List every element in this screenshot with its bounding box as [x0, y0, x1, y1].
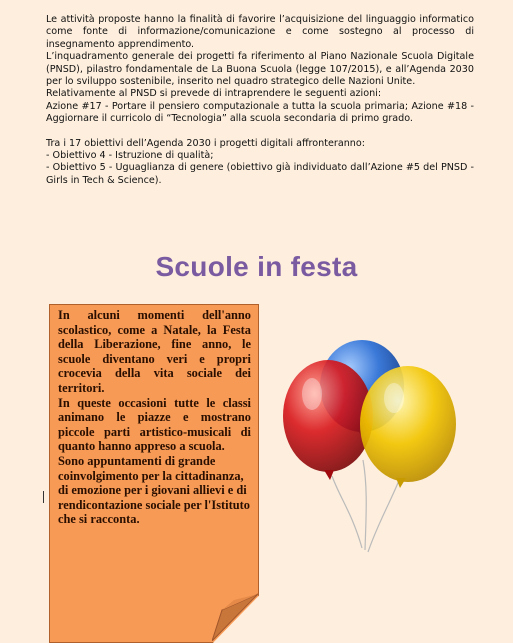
section-title: Scuole in festa [155, 251, 358, 282]
text-cursor [43, 491, 44, 503]
intro-paragraph-actions: Azione #17 - Portare il pensiero computazionale a tutta la scuola primaria; Azione #18 - Aggiornare il curricolo di “Tecnologia” alla scuola secondaria di primo grado. [46, 100, 474, 125]
note-paragraph-moments: In alcuni momenti dell'anno scolastico, come a Natale, la Festa della Liberazione, fine anno, le scuole diventano veri e propri crocevia della vita sociale dei territori. [58, 308, 251, 395]
note-paragraph-events: Sono appuntamenti di grande coinvolgimento per la cittadinanza, di emozione per i giovani allievi e di rendicontazione sociale per l'Istituto che si racconta. [58, 453, 250, 527]
balloons-image [270, 338, 480, 558]
intro-paragraph-purpose: Le attività proposte hanno la finalità di favorire l’acquisizione del linguaggio informatico come fonte di informazione/comunicazione e come sostegno al processo di insegnamento apprendimento. [46, 14, 474, 50]
intro-paragraph-agenda: Tra i 17 obiettivi dell’Agenda 2030 i progetti digitali affronteranno: [46, 137, 365, 149]
intro-text [46, 14, 474, 187]
intro-paragraph-pnsd: Relativamente al PNSD si prevede di intraprendere le seguenti azioni: [46, 88, 382, 100]
note-paragraph-occasions: In queste occasioni tutte le classi animano le piazze e mostrano piccole parti artistico-musicali di quanto hanno appreso a scuola. [58, 395, 251, 454]
intro-paragraph-framework: L’inquadramento generale dei progetti fa riferimento al Piano Nazionale Scuola Digitale (PNSD), pilastro fondamentale de La Buona Scuola (legge 107/2015), e all’Agenda 2030 per lo sviluppo sostenibile, inserito nel quadro strategico delle Nazioni Unite. [46, 51, 474, 88]
intro-goal-5: - Obiettivo 5 - Uguaglianza di genere (obiettivo già individuato dall’Azione #5 del PNSD - Girls in Tech & Science). [46, 162, 474, 186]
page-curl [212, 590, 258, 641]
intro-goal-4: - Obiettivo 4 - Istruzione di qualità; [46, 150, 214, 162]
note-text [58, 308, 251, 527]
